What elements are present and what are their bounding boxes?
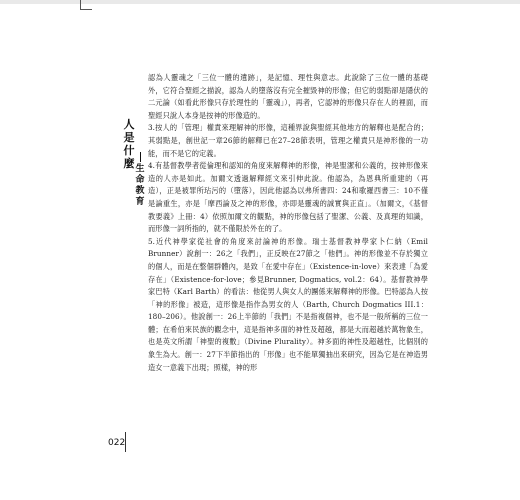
running-title-char: 人 [123, 118, 135, 131]
list-item-3 [148, 122, 428, 160]
list-item-4 [148, 160, 428, 236]
list-item-text: 近代神學家從社會的角度來討論神的形像。瑞士基督教神學家卜仁納（Emil Brunner）說創一：26之「我們」，正反映在27節之「他們」。神的形像並不存於獨立的個人，而是在整個群體內，是致「在愛中存在」（Existence-in-love）來表達「為愛存在」（Existence-for-love；參見Brunner, Dogmatics, vol.2：64）。基督教神學家巴特（Karl Barth）的看法：他從男人與女人的團係來解釋神的形像。巴特認為人按「神的形像」被造，這形像是指作為男女的人（Barth, Church Dogmatics III.1：180–206）。他說創一：26上半節的「我們」不是指複個神，也不是一般所稱的三位一體；在希伯來民族的觀念中，這是指神多面的神性及超越，都是大而超越於萬物象生，也是英文所謂「神聖的複數」（Divine Plurality）。神多面的神性及超越性，比個別的象生為大。創一：27下半節指出的「形像」也不能單獨抽出來研究，因為它是在神造男造女一意義下出現；照樣，神的形 [148, 236, 428, 372]
list-item-number: 5. [148, 236, 156, 246]
list-item-number: 4. [148, 161, 156, 171]
list-item-text: 有基督教學者從倫理和認知的角度來解釋神的形像，神是聖潔和公義的，按神形像來造的人亦是如此。加爾文透過解釋經文來引伸此說。他認為，為恩典所重建的（再造），正是被罪所玷污的（墮落），因此他認為以弗所書四：24和歌羅西書三：10不僅是論重生，亦是「摩西論及之神的形像，亦即是靈魂的誠實與正直」。（加爾文，《基督教要義》上冊：4）依照加爾文的觀點，神的形像包括了聖潔、公義、及真理的知識，而形像一詞所指的，就不僅限於外在的了。 [148, 161, 428, 234]
list-item-5 [148, 236, 428, 375]
running-subtitle-char: 教 [135, 186, 145, 196]
running-title-char: 是 [123, 131, 135, 144]
page-number: 022 [108, 438, 126, 448]
list-item-number: 3. [148, 123, 156, 133]
running-subtitle-char: 育 [135, 197, 145, 207]
paragraph-continuation: 認為人靈魂之「三位一體的遺跡」，是記憶、理性與意志。此說除了三位一體的基礎外，它符合聖經之描說，認為人的墮落沒有完全摧毀神的形像；但它的弱點卻是隱伏的二元論（如看此形像只存於理性的「靈魂」），再者，它認神的形像只存在人的裡面，而聖經只說人本身是按神的形像造的。 [148, 73, 428, 120]
running-title-char: 什 [123, 144, 135, 157]
running-title-char: 麼 [123, 157, 135, 170]
list-item-text: 按人的「管理」權責來理解神的形像，這種界說與聖經其他地方的解釋也是配合的；其弱點是，創世記一章26節的解釋已在27–28節表明，管理之權責只是神形像的一功能，而不是它的定義。 [148, 123, 428, 158]
crop-mark-horizontal [80, 9, 92, 10]
subtitle-divider [140, 152, 141, 162]
running-subtitle-char: 生 [135, 164, 145, 174]
running-subtitle-char: 命 [135, 175, 145, 185]
body-text [148, 72, 428, 374]
page-top-rule [0, 0, 520, 4]
running-subtitle [134, 150, 146, 208]
